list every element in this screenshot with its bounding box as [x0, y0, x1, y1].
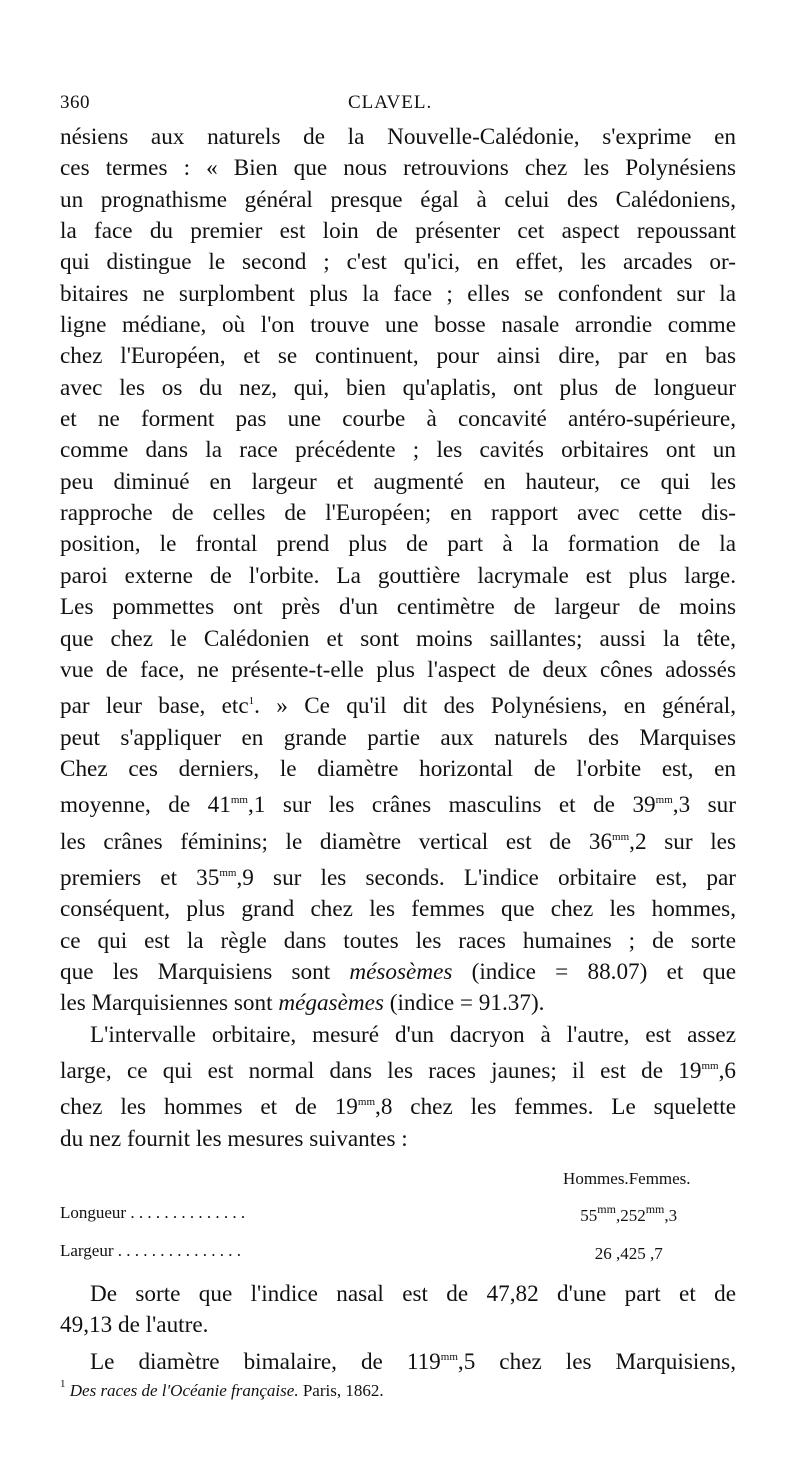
text-line: avec les os du nez, qui, bien qu'aplatis, ont plus de longueur	[60, 374, 736, 401]
cell-hommes: 26 ,4	[594, 1243, 629, 1263]
cell-hommes: $55^{mm},2$	[580, 1202, 629, 1226]
text-line: 49,13 de l'autre.	[60, 1312, 209, 1339]
table-header-row	[60, 1163, 736, 1194]
text-line: ce qui est la règle dans toutes les races humaines ; de sorte	[60, 927, 736, 954]
text-line: paroi externe de l'orbite. La gouttière lacrymale est plus large.	[60, 562, 736, 589]
text-line: nésiens aux naturels de la Nouvelle-Calédonie, s'exprime en	[60, 124, 736, 150]
text-line: conséquent, plus grand chez les femmes que chez les hommes,	[60, 896, 736, 923]
text-line: les crânes féminins; le diamètre vertical est de $36^{mm},2$ sur les	[60, 828, 736, 855]
table-header: Femmes.	[628, 1169, 691, 1188]
table-header: Hommes.	[563, 1169, 629, 1188]
footnote	[60, 1378, 384, 1401]
row-label: Largeur . . . . . . . . . . . . . . .	[60, 1240, 241, 1260]
text-line: chez l'Européen, et se continuent, pour ainsi dire, par en bas	[60, 343, 736, 370]
table-row	[60, 1194, 736, 1231]
text-line: rapproche de celles de l'Européen; en rapport avec cette dis-	[60, 500, 736, 527]
text-line: la face du premier est loin de présenter cet aspect repoussant	[60, 218, 736, 245]
unit-sup: mm	[219, 866, 237, 879]
text-line: les Marquisiennes sont mégasèmes (indice = 91.37).	[60, 990, 545, 1017]
footnote-ref: 1	[248, 695, 255, 708]
text-line: du nez fournit les mesures suivantes :	[60, 1125, 408, 1152]
text-line: large, ce qui est normal dans les races jaunes; il est de $19^{mm},6$	[60, 1057, 736, 1084]
running-title: CLAVEL.	[348, 92, 433, 113]
text-line: et ne forment pas une courbe à concavité antéro-supérieure,	[60, 406, 736, 433]
text-line: par leur base, etc$^1$. » Ce qu'il dit des Polynésiens, en général,	[60, 693, 737, 720]
text-line: qui distingue le second ; c'est qu'ici, en effet, les arcades or-	[60, 249, 736, 276]
text-line: vue de face, ne présente-t-elle plus l'aspect de deux cônes adossés	[60, 656, 736, 683]
text-line: L'intervalle orbitaire, mesuré d'un dacryon à l'autre, est assez	[90, 1021, 736, 1048]
text-line: Chez ces derniers, le diamètre horizontal de l'orbite est, en	[60, 755, 736, 782]
page-number: 360	[60, 92, 90, 113]
unit-sup: mm	[701, 1059, 719, 1072]
text-line: que les Marquisiens sont mésosèmes (indice = 88.07) et que	[60, 958, 736, 985]
text-line: position, le frontal prend plus de part à la formation de la	[60, 531, 736, 558]
page	[60, 92, 736, 1378]
text-line: ligne médiane, où l'on trouve une bosse nasale arrondie comme	[60, 312, 736, 339]
text-line: bitaires ne surplombent plus la face ; elles se confondent sur la	[60, 280, 736, 307]
footnote-mark: 1	[60, 1378, 66, 1390]
text-line: peut s'appliquer en grande partie aux naturels des Marquises	[60, 724, 736, 751]
table-row	[60, 1232, 736, 1269]
unit-sup: mm	[440, 1350, 458, 1363]
text-line: moyenne, de $41^{mm},1$ sur les crânes masculins et de $39^{mm},3$ sur	[60, 792, 736, 819]
text-line: De sorte que l'indice nasal est de 47,82 d'une part et de	[90, 1281, 736, 1308]
body-text	[60, 122, 736, 1378]
cell-femmes: $52^{mm},3$	[628, 1202, 678, 1226]
text-line: premiers et $35^{mm},9$ sur les seconds. L'indice orbitaire est, par	[60, 864, 737, 891]
unit-sup: mm	[230, 794, 248, 807]
running-header	[60, 92, 736, 122]
text-line: comme dans la race précédente ; les cavités orbitaires ont un	[60, 437, 736, 464]
row-label: Longueur . . . . . . . . . . . . . .	[60, 1203, 246, 1223]
table-header	[60, 1163, 521, 1194]
unit-sup: mm	[655, 794, 673, 807]
unit-sup: mm	[612, 830, 630, 843]
italic-term: mégasèmes	[278, 990, 384, 1017]
text-line: un prognathisme général presque égal à celui des Calédoniens,	[60, 186, 736, 213]
unit-sup: mm	[357, 1096, 376, 1109]
text-line: peu diminué en largeur et augmenté en hauteur, ce qui les	[60, 468, 736, 495]
cell-femmes: 25 ,7	[628, 1243, 663, 1263]
measurements-table	[60, 1163, 736, 1269]
text-line: ces termes : « Bien que nous retrouvions chez les Polynésiens	[60, 155, 736, 182]
text-line: chez les hommes et de $19^{mm},8$ chez les femmes. Le squelette	[60, 1094, 737, 1121]
footnote-source: Paris, 1862.	[298, 1381, 384, 1400]
text-line: Le diamètre bimalaire, de $119^{mm},5$ chez les Marquisiens,	[90, 1348, 736, 1375]
text-line: que chez le Calédonien et sont moins saillantes; aussi la tête,	[60, 625, 736, 652]
text-line: Les pommettes ont près d'un centimètre de largeur de moins	[60, 594, 736, 621]
italic-term: mésosèmes	[349, 958, 453, 985]
footnote-title: Des races de l'Océanie française.	[69, 1381, 299, 1400]
